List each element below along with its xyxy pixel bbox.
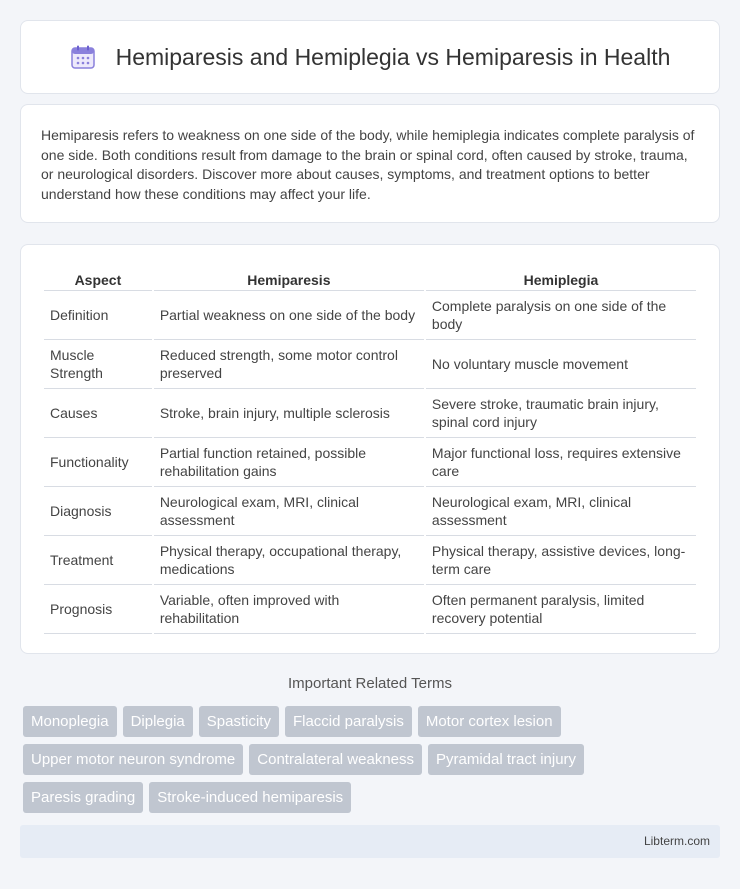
row-hemiparesis: Physical therapy, occupational therapy, medications [154, 536, 424, 585]
tag-row [23, 782, 723, 813]
related-term-tag[interactable]: Motor cortex lesion [418, 706, 561, 737]
related-term-tag[interactable]: Spasticity [199, 706, 279, 737]
related-terms-list [23, 706, 723, 820]
related-term-tag[interactable]: Stroke-induced hemiparesis [149, 782, 351, 813]
row-aspect: Treatment [44, 536, 152, 585]
table-row [44, 340, 696, 389]
header-hemiplegia: Hemiplegia [426, 265, 696, 291]
intro-card [20, 104, 720, 223]
header-card [20, 20, 720, 94]
row-hemiplegia: Neurological exam, MRI, clinical assessment [426, 487, 696, 536]
row-hemiplegia: Complete paralysis on one side of the body [426, 291, 696, 340]
table-row [44, 438, 696, 487]
row-aspect: Functionality [44, 438, 152, 487]
intro-text: Hemiparesis refers to weakness on one side of the body, while hemiplegia indicates complete paralysis of one side. Both conditions result from damage to the brain or spinal cord, often caused by stroke, trauma, or neurological disorders. Discover more about causes, symptoms, and treatment options to better understand how these conditions may affect your life. [41, 127, 695, 202]
tag-row [23, 706, 723, 737]
row-hemiplegia: Major functional loss, requires extensive care [426, 438, 696, 487]
footer-site-link[interactable]: Libterm.com [643, 834, 710, 848]
related-term-tag[interactable]: Pyramidal tract injury [428, 744, 584, 775]
table-row [44, 487, 696, 536]
row-aspect: Muscle Strength [44, 340, 152, 389]
table-header-row [44, 265, 696, 291]
related-term-tag[interactable]: Contralateral weakness [249, 744, 422, 775]
header-hemiparesis: Hemiparesis [154, 265, 424, 291]
table-row [44, 291, 696, 340]
related-term-tag[interactable]: Flaccid paralysis [285, 706, 412, 737]
tag-row [23, 744, 723, 775]
row-hemiplegia: Severe stroke, traumatic brain injury, spinal cord injury [426, 389, 696, 438]
calendar-icon [70, 44, 96, 70]
row-hemiparesis: Stroke, brain injury, multiple sclerosis [154, 389, 424, 438]
table-row [44, 389, 696, 438]
row-aspect: Definition [44, 291, 152, 340]
row-aspect: Diagnosis [44, 487, 152, 536]
row-hemiplegia: Often permanent paralysis, limited recovery potential [426, 585, 696, 634]
header-aspect: Aspect [44, 265, 152, 291]
related-term-tag[interactable]: Paresis grading [23, 782, 143, 813]
row-hemiparesis: Variable, often improved with rehabilitation [154, 585, 424, 634]
related-term-tag[interactable]: Monoplegia [23, 706, 117, 737]
related-term-tag[interactable]: Upper motor neuron syndrome [23, 744, 243, 775]
row-aspect: Prognosis [44, 585, 152, 634]
row-hemiparesis: Partial function retained, possible rehabilitation gains [154, 438, 424, 487]
row-hemiplegia: Physical therapy, assistive devices, long-term care [426, 536, 696, 585]
comparison-table [42, 265, 698, 634]
related-term-tag[interactable]: Diplegia [123, 706, 193, 737]
related-terms-title: Important Related Terms [288, 675, 452, 692]
footer [20, 825, 720, 858]
table-row [44, 536, 696, 585]
comparison-table-card [20, 244, 720, 654]
table-row [44, 585, 696, 634]
row-hemiparesis: Neurological exam, MRI, clinical assessment [154, 487, 424, 536]
row-aspect: Causes [44, 389, 152, 438]
row-hemiparesis: Reduced strength, some motor control preserved [154, 340, 424, 389]
page-title: Hemiparesis and Hemiplegia vs Hemiparesis in Health [115, 43, 671, 70]
row-hemiparesis: Partial weakness on one side of the body [154, 291, 424, 340]
row-hemiplegia: No voluntary muscle movement [426, 340, 696, 389]
